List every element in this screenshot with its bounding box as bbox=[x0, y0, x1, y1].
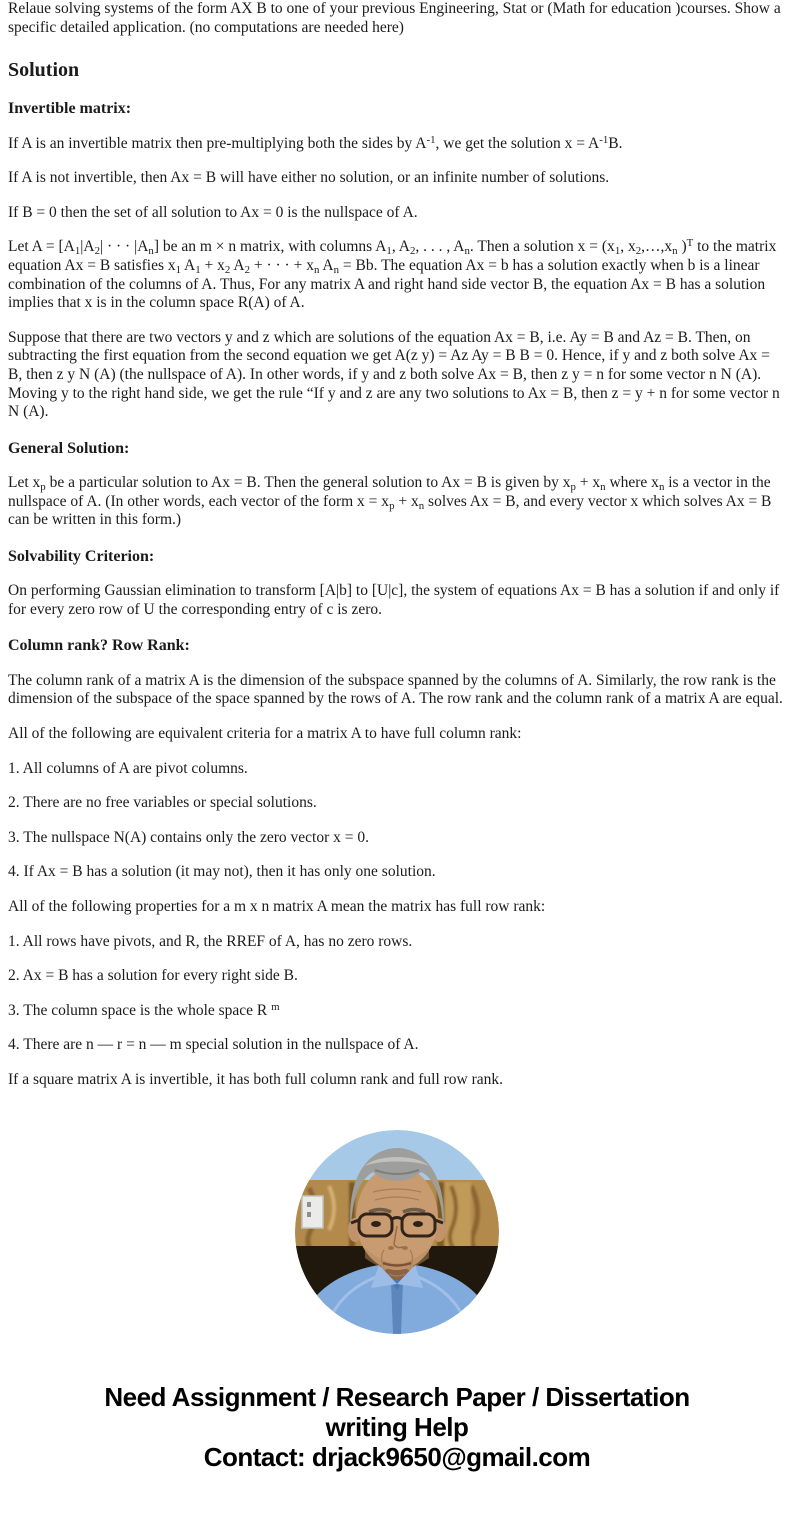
paragraph: Suppose that there are two vectors y and z which are solutions of the equation Ax = B, i.e. Ay = B and Az = B. Then, on subtracting the first equation from the second equation we get A(z y) = Az Ay = B B = 0. Hence, if y and z both solve Ax = B, then z y N (A) (the nullspace of A). In other words, if y and z both solve Ax = B, then z y = n for some vector n N (A). Moving y to the right hand side, we get the rule “If y and z are any two solutions to Ax = B, then z = y + n for some vector n N (A). bbox=[8, 328, 780, 421]
paragraph: Let $A = [A_1|A_2|$ · · · $|A_n$] be an m × n matrix, with columns $A_1$, $A_2$, . . . , $A_n$. Then a solution $x = (x_1$, $x_2,\dots,x_n$ )$^T$ to the matrix equation Ax = B satisfies $x_1$ $A_1 + x_2$ $A_2$ + · · · + $x_n$ $A_n = Bb$. The equation Ax = b has a solution exactly when b is a linear combination of the columns of A. Thus, For any matrix A and right hand side vector B, the equation Ax = B has a solution implies that x is in the column space R(A) of A. bbox=[8, 237, 777, 312]
list-item: 3. The column space is the whole space R $^m$ bbox=[8, 1000, 280, 1019]
paragraph: If a square matrix A is invertible, it has both full column rank and full row rank. bbox=[8, 1070, 504, 1088]
list-item: 1. All rows have pivots, and R, the RREF of A, has no zero rows. bbox=[8, 932, 413, 950]
section-heading-invertible-matrix: Invertible matrix: bbox=[8, 100, 132, 118]
list-item: 4. If Ax = B has a solution (it may not), then it has only one solution. bbox=[8, 863, 436, 881]
paragraph: All of the following are equivalent criteria for a matrix A to have full column rank: bbox=[8, 725, 522, 743]
footer-line: Need Assignment / Research Paper / Dissertation bbox=[104, 1381, 690, 1412]
footer-contact-email: Contact: drjack9650@gmail.com bbox=[203, 1441, 591, 1472]
footer-banner bbox=[8, 1382, 786, 1472]
list-item: 4. There are n — r = n — m special solution in the nullspace of A. bbox=[8, 1036, 419, 1054]
paragraph: Let $x_p$ be a particular solution to Ax = B. Then the general solution to Ax = B is given by $x_p + x_n$ where $x_n$ is a vector in the nullspace of A. (In other words, each vector of the form $x = x_p + x_n$ solves Ax = B, and every vector x which solves Ax = B can be written in this form.) bbox=[8, 474, 772, 529]
instructor-photo-image bbox=[295, 1130, 499, 1334]
paragraph: All of the following properties for a m x n matrix A mean the matrix has full row rank: bbox=[8, 898, 546, 915]
list-item: 3. The nullspace N(A) contains only the zero vector x = 0. bbox=[8, 828, 369, 846]
footer-line: writing Help bbox=[325, 1411, 469, 1442]
section-heading-general-solution: General Solution: bbox=[8, 439, 130, 457]
solution-heading: Solution bbox=[8, 59, 80, 82]
instructor-photo bbox=[295, 1130, 499, 1334]
list-item: 2. There are no free variables or special solutions. bbox=[8, 794, 317, 812]
paragraph: If A is not invertible, then Ax = B will have either no solution, or an infinite number of solutions. bbox=[8, 169, 610, 187]
paragraph: On performing Gaussian elimination to transform [A|b] to [U|c], the system of equations Ax = B has a solution if and only if for every zero row of U the corresponding entry of c is zero. bbox=[8, 582, 780, 618]
paragraph: If B = 0 then the set of all solution to Ax = 0 is the nullspace of A. bbox=[8, 203, 418, 221]
section-heading-solvability-criterion: Solvability Criterion: bbox=[8, 547, 155, 565]
section-heading-column-rank-row-rank: Column rank? Row Rank: bbox=[8, 637, 190, 655]
paragraph: The column rank of a matrix A is the dimension of the subspace spanned by the columns of A. Similarly, the row rank is the dimension of the subspace of the space spanned by the rows of A. The row rank and the column rank of a matrix A are equal. bbox=[8, 671, 783, 708]
list-item: 1. All columns of A are pivot columns. bbox=[8, 759, 248, 777]
list-item: 2. Ax = B has a solution for every right side B. bbox=[8, 967, 298, 985]
intro-paragraph: Relaue solving systems of the form AX B to one of your previous Engineering, Stat or (Math for education )courses. Show a specific detailed application. (no computations are needed here) bbox=[8, 0, 781, 36]
paragraph: If A is an invertible matrix then pre-multiplying both the sides by $A^{-1}$, we get the solution $x = A^{-1}B$. bbox=[8, 133, 623, 152]
